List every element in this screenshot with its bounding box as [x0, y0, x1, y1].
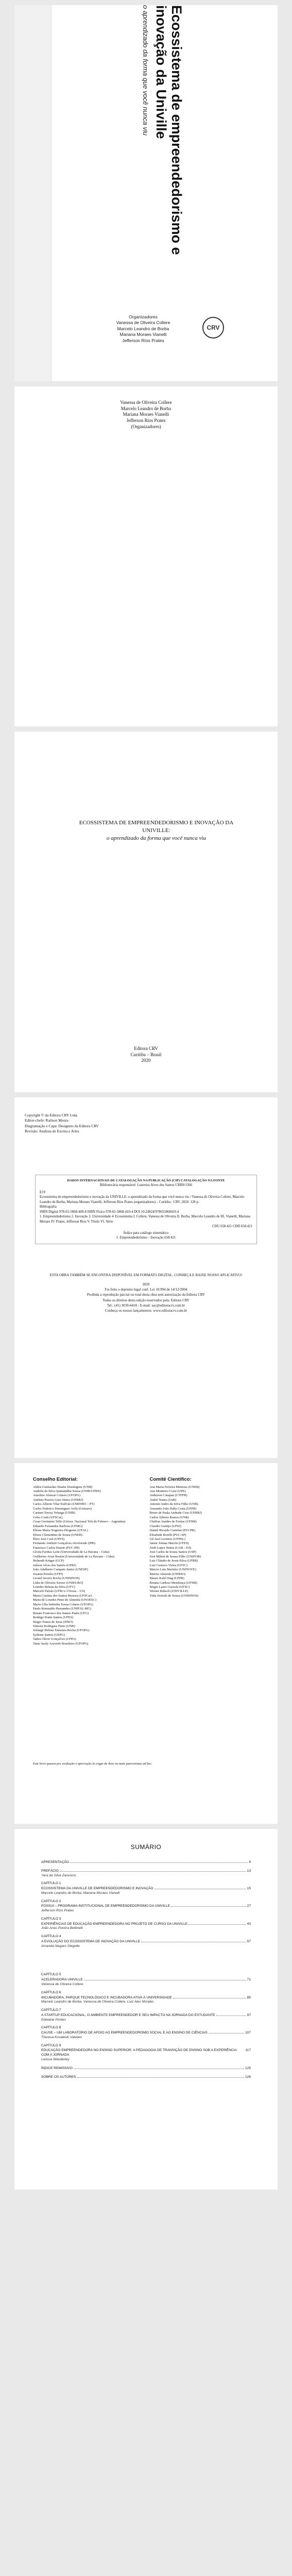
cip-entry: Ecossistema de empreendedorismo e inovação da UNIVILLE: o aprendizado da forma que você nunca viu / Vanessa de Oliveira Collere, Marcelo Leandro de Borba, Mariana Moraes Vianelli, Jefferson Ríos Prates (organizadores) – Curitiba : CRV, 2020. 128 p.	[40, 1195, 245, 1204]
summary-entry-page: 125	[245, 2066, 251, 2070]
summary-entry-page: 85	[247, 1995, 251, 1999]
council-member: Celso Conti (UFSCar)	[33, 1515, 63, 1519]
summary-entry-author: Edelaine Pontes	[41, 2018, 66, 2022]
summary-chapter-label: CAPÍTULO 9	[41, 2043, 61, 2047]
council-member: Maria Cristina dos Santos Bezerra (UFSCar)	[33, 1594, 92, 1598]
council-member: Sérgio Lauro Gazzola (UFSC)	[149, 1585, 190, 1589]
summary-entry-title: EDUCAÇÃO EMPREENDEDORA NO ENSINO SUPERIOR: A PEDAGOGIA DE TRANSIÇÃO DE ENSINO SOB A EXPERIÊNCIA COM A JORNADA	[41, 2048, 237, 2057]
summary-leader-dots	[154, 1886, 246, 1889]
council-member: Marcio Luiz Marietto (UNINOVE)	[149, 1568, 196, 1572]
council-member: Maria de Lourdes Pinto de Almeida (UNOESC)	[33, 1598, 96, 1602]
book-subtitle: o aprendizado da forma que você nunca viu	[107, 835, 206, 841]
cip-code: E19	[40, 1190, 45, 1194]
cover-organizers-label: Organizadores	[129, 314, 158, 319]
legal-rights: Proibida a reprodução parcial ou total desta obra sem autorização da Editora CRV	[87, 1293, 205, 1297]
summary-entry-author: Theresa Kovaleski Valviani	[41, 2035, 82, 2039]
council-member: Anderson Catapan (UTFPR)	[149, 1494, 187, 1498]
summary-chapter-label: CAPÍTULO 4	[41, 1935, 61, 1939]
council-columns	[33, 1477, 259, 1646]
publisher-block	[14, 1046, 278, 1064]
cip-index-header: Índice para catálogo sistemático	[123, 1231, 169, 1235]
summary-entry[interactable]	[41, 2066, 251, 2071]
cover-title-block	[14, 5, 184, 294]
summary-entry-author: Marcelo Leandro de Borba, Vanessa de Oliveira Collere, Luiz Alex Morales	[41, 2000, 154, 2004]
summary-entry-title: POSSUI – PROGRAMA INSTITUCIONAL DE EMPREENDEDORISMO DA UNIVILLE	[41, 1904, 170, 1908]
summary-entry-page: 126	[245, 2075, 251, 2079]
council-member: Tania Suely Azevedo Brasileiro (UFOPA)	[33, 1641, 89, 1646]
summary-leader-dots	[188, 1922, 246, 1925]
layout-line: Diagramação e Capa: Designers da Editora CRV	[25, 1123, 99, 1128]
summary-entry-page: 117	[245, 2048, 251, 2053]
summary-leader-dots	[141, 1939, 246, 1942]
summary-leader-dots	[216, 2013, 246, 2016]
cover-page	[14, 5, 278, 381]
council-member: Josania Portela (UFPI)	[33, 1572, 63, 1576]
summary-entry-title: SOBRE OS AUTORES	[41, 2075, 76, 2079]
summary-entry[interactable]	[41, 1935, 251, 1948]
summary-entry-author: Marcelo Leandro de Borba, Mariana Moraes Vianelli	[41, 1891, 120, 1895]
summary-entry-page: 97	[247, 2013, 251, 2017]
summary-leader-dots	[84, 1977, 246, 1980]
summary-leader-dots	[209, 2030, 244, 2033]
summary-entry-author: Yara da Silva Zanoncio	[41, 1873, 76, 1877]
council-member: Aldira Guimarães Duarte Domínguez (UNB)	[33, 1485, 93, 1489]
council-member: Guillermo Arias Beatón (Universidade de La Havana – Cuba)	[33, 1554, 114, 1558]
council-member: Renato Francisco dos Santos Paula (UFG)	[33, 1611, 89, 1615]
cover-organizer: Mariana Moraes Vianelli	[119, 332, 167, 337]
council-member: Tadeu Oliver Gonçalves (UFPA)	[33, 1637, 76, 1641]
council-member: Jamur Johnas Marchi (UFES)	[149, 1541, 189, 1546]
editorial-council	[33, 1477, 143, 1646]
summary-entry-page: 9	[249, 1860, 251, 1864]
summary-entry-title: ECOSSISTEMA DA UNIVILLE DE EMPREENDEDORISMO E INOVAÇÃO	[41, 1887, 153, 1891]
credits-block	[25, 1113, 179, 1134]
summary-entry-title: CAUSE – UM LABORATÓRIO DE APOIO AO EMPREENDEDORISMO SOCIAL E AO ENSINO DE CIÊNCIAS	[41, 2031, 208, 2035]
summary-chapter-label: CAPÍTULO 7	[41, 2008, 61, 2012]
cip-isbn: ISBN Digital 978-65-5868-409-8 ISBN Físico 978-65-5868-410-4 DOI 10.24824/978655868410.4	[40, 1210, 179, 1214]
council-member: André Nunes (UnB)	[149, 1498, 177, 1502]
summary-entry-page: 107	[245, 2031, 251, 2035]
council-member: Mauro Kalil Oiag (UFPR)	[149, 1577, 184, 1581]
legal-block	[35, 1273, 257, 1313]
summary-entry-page: 57	[247, 1939, 251, 1943]
title-block	[66, 819, 247, 842]
cover-organizer: Jefferson Ríos Prates	[122, 337, 164, 343]
editorial-council-list	[33, 1485, 143, 1647]
summary-spacer	[41, 1952, 251, 1973]
council-member: Jordi Lopez Sintas (UAB – ES)	[149, 1546, 192, 1550]
cip-index-item: 1. Empreendedorismo – Inovação 658.421	[116, 1236, 176, 1240]
summary-leader-dots	[171, 1904, 246, 1907]
council-member: Gloria Fariñas León (Universidade de La Havana – Cuba)	[33, 1550, 110, 1554]
organizers-label: (Organizadores)	[131, 423, 161, 429]
cover-organizer: Marcelo Leandro de Borba	[117, 326, 169, 331]
cover-organizers	[92, 314, 195, 344]
summary-list	[41, 1860, 251, 2083]
scientific-committee-title: Comitê Científico:	[149, 1477, 192, 1482]
summary-leader-dots	[70, 1860, 248, 1863]
legal-website: Conheça os nossos lançamentos: www.editoracrv.com.br	[105, 1308, 187, 1313]
council-member: Rodrigo Pratte-Santos (UFES)	[33, 1616, 74, 1620]
council-member: Ana Monteiro Costa (UPE)	[149, 1489, 186, 1493]
council-member: Yeda Swirski de Souza (UNISINOS)	[149, 1594, 198, 1598]
council-member: Luiz Gustavo Vieira (UFSC)	[149, 1563, 188, 1567]
council-member: Helmuth Krüger (UCP)	[33, 1559, 64, 1563]
council-member: Marcelo Paixão (UFRJ e UTexas – US)	[33, 1589, 85, 1594]
summary-entry[interactable]	[41, 2044, 251, 2062]
publication-year: 2020	[141, 1058, 151, 1063]
summary-leader-dots	[74, 2066, 244, 2069]
editor-line: Editor-chefe: Railson Moura	[25, 1118, 68, 1123]
summary-entry[interactable]	[41, 1991, 251, 2005]
council-member: Claudio Gontijo (UFSJ)	[149, 1524, 181, 1528]
legal-deposit: Foi feito o depósito legal conf. Lei 10.994 de 14/12/2004	[105, 1287, 187, 1292]
cip-bibliography: Bibliografia	[40, 1205, 57, 1209]
book-title: ECOSSISTEMA DE EMPREENDEDORISMO E INOVAÇÃO DA UNIVILLE:	[79, 820, 234, 834]
cip-cdd: CDU 658.421 CDD 658.421	[212, 1225, 252, 1229]
summary-entry-author: Jefferson Ríos Prates	[41, 1909, 74, 1913]
council-member: Simone Rodrigues Pinto (UNB)	[33, 1624, 75, 1629]
summary-chapter-label: CAPÍTULO 8	[41, 2026, 61, 2030]
organizers-page	[14, 386, 278, 726]
summary-chapter-label: CAPÍTULO 5	[41, 1973, 61, 1977]
council-member: Carlos Alberto Ramos (UNB)	[149, 1515, 189, 1519]
organizer-name: Marcelo Leandro de Borba	[121, 405, 171, 411]
council-member: Paulo Romualdo Hernandes (UNIFAL-MG)	[33, 1607, 91, 1611]
summary-entry-title: EXPERIÊNCIAS DE EDUCAÇÃO EMPREENDEDORA NO PROJETO DE CURSO DA UNIVILLE	[41, 1922, 188, 1926]
cip-header: DADOS INTERNACIONAIS DE CATALOGAÇÃO NA PUBLICAÇÃO (CIP) CATALOGAÇÃO NA FONTE	[67, 1179, 225, 1182]
summary-entry-page: 71	[247, 1978, 251, 1982]
council-member: Anselmo Alencar Colares (UFOPA)	[33, 1494, 80, 1498]
cover-organizer: Vanessa de Oliveira Collere	[116, 320, 170, 326]
council-member: José Milton de Sousa-Filho (UNIFOR)	[149, 1554, 201, 1558]
council-member: Elione Maria Nogueira Diogenes (UFAL)	[33, 1529, 88, 1533]
cip-librarian: Bibliotecária responsável: Luzenira Alves dos Santos CRB9/1506	[100, 1183, 192, 1188]
council-member: João Adalberto Campato Junior (UNESP)	[33, 1568, 88, 1572]
summary-entry-title: APRESENTAÇÃO	[41, 1860, 69, 1864]
council-member: Cesar Gerónimo Tello (Univer. Nacional Três de Febrero – Argentina)	[33, 1520, 126, 1524]
summary-leader-dots	[173, 1995, 246, 1998]
council-member: Sérgio Nunes de Jesus (IFRO)	[33, 1620, 73, 1624]
summary-entry[interactable]	[41, 1917, 251, 1931]
council-member: Elizeu Clementino de Souza (UNEB)	[33, 1533, 82, 1537]
council-member: Antonio Isidro da Silva Filho (UNB)	[149, 1502, 198, 1506]
council-member: Luis Cláudio de Jesus-Silva (UFRR)	[149, 1559, 198, 1563]
council-member: Andréia da Silva Quintanilha Sousa (UNIR/UFRN)	[33, 1489, 101, 1493]
summary-page	[14, 1829, 278, 2190]
council-member: Clailton Ataídes de Freitas (UFSM)	[149, 1520, 197, 1524]
summary-leader-dots	[77, 2075, 244, 2078]
review-note: Este livro passou por avaliação e aprovação às cegas de dois ou mais pareceristas ad hoc.	[33, 1762, 152, 1766]
publisher-name: Editora CRV	[134, 1046, 158, 1051]
summary-entry-author: Vanessa de Oliveira Collere	[41, 1982, 83, 1987]
council-member: Ana Maria Ferreira Menezes (UNEB)	[149, 1485, 200, 1489]
title-page	[14, 732, 278, 1092]
summary-entry[interactable]	[41, 1900, 251, 1913]
council-member: Carmen Tereza Velanga (UNIR)	[33, 1511, 76, 1515]
council-member: Antônio Pereira Gaio Júnior (UFRRJ)	[33, 1498, 83, 1502]
summary-entry[interactable]	[41, 1882, 251, 1895]
summary-entry-title: INCUBADORA, PARQUE TECNOLÓGICO E INCUBADORA ATIVA À UNIVERSIDADE	[41, 1995, 172, 1999]
summary-title: SUMÁRIO	[130, 1843, 162, 1851]
summary-chapter-label: CAPÍTULO 3	[41, 1917, 61, 1921]
council-member: Armando João Dalla Costa (UFPR)	[149, 1506, 197, 1511]
legal-year: 2020	[142, 1282, 150, 1287]
summary-entry-author: João Arias Pereira Bettinelli	[41, 1926, 83, 1930]
council-member: Elizabeth Borelli (PUC-SP)	[149, 1533, 186, 1537]
council-member: Mariza Almeida (UNIRIO)	[149, 1572, 186, 1576]
cip-subjects: 1. Empreendedorismo 2. Inovação 3. Universidade 4. Ecossistema I. Collere, Vanessa de Oliveira II. Borba, Marcelo Leandro de III. Vianelli, Mariana Moraes IV. Prates, Jefferson Ríos V. Título VI. Série	[40, 1215, 250, 1224]
council-member: Carlos Federico Dominguez Avila (Unieuro)	[33, 1506, 92, 1511]
summary-chapter-label: CAPÍTULO 2	[41, 1899, 61, 1903]
summary-entry[interactable]	[41, 2008, 251, 2022]
summary-entry-author: Larissa Wanderley	[41, 2057, 70, 2061]
organizers-list	[14, 400, 278, 430]
council-member: Sydione Santos (UEPG)	[33, 1633, 65, 1637]
scientific-committee-list	[150, 1485, 260, 1599]
summary-entry-author: Amanda Alegaro Stegelte	[41, 1944, 80, 1948]
summary-entry-page: 13	[247, 1869, 251, 1873]
scientific-committee	[150, 1477, 260, 1646]
summary-entry[interactable]	[41, 1860, 251, 1865]
summary-entry-title: ACELERADORA UNIVILLE	[41, 1978, 83, 1982]
organizer-name: Mariana Moraes Vianelli	[123, 412, 169, 417]
revision-line: Revisão: Analista de Escrita e Artes	[25, 1129, 79, 1134]
digital-notice: ESTA OBRA TAMBÉM SE ENCONTRA DISPONÍVEL EM FORMATO DIGITAL. CONHEÇA E BAIXE NOSSO APLICATIVO!	[49, 1273, 243, 1277]
publisher-city: Curitiba – Brasil	[130, 1052, 162, 1057]
council-member: Francisco Carlos Duarte (PUC-PR)	[33, 1546, 80, 1550]
council-member: Leonel Severo Rocha (UNISINOS)	[33, 1577, 80, 1581]
summary-chapter-label: CAPÍTULO 1	[41, 1882, 61, 1886]
council-page	[14, 1463, 278, 1824]
council-member: Eduardo Fernandes Barbosa (UFMG)	[33, 1524, 83, 1528]
legal-reserved: Todos os direitos desta edição reservados pela: Editora CRV	[102, 1298, 190, 1302]
council-member: Werner Rabsch (UNIVILLE)	[149, 1589, 188, 1594]
publisher-logo: CRV	[202, 317, 224, 338]
council-member: Fernando Antônio Gonçalves Alcoforado (IPB)	[33, 1541, 96, 1546]
council-member: Gil Jacó Lorenzo (UFPEL)	[149, 1537, 185, 1541]
council-member: Carlos Alberto Vilar Estêvão (UMINHO – PT)	[33, 1502, 95, 1506]
editorial-council-title: Conselho Editorial:	[33, 1477, 78, 1482]
summary-entry-title: ÍNDICE REMISSIVO	[41, 2066, 73, 2070]
catalog-page	[14, 1097, 278, 1458]
council-member: Renata Cardoso Mendonça (UFSM)	[149, 1581, 197, 1585]
copyright-line: Copyright © da Editora CRV Ltda.	[25, 1113, 78, 1117]
cover-subtitle: o aprendizado da forma que você nunca viu	[141, 5, 149, 135]
council-member: Lídia de Oliveira Xavier (UNIEURO)	[33, 1581, 83, 1585]
summary-entry[interactable]	[41, 2075, 251, 2080]
summary-entry[interactable]	[41, 2026, 251, 2040]
council-member: Lourdes Helena da Silva (UFV)	[33, 1585, 75, 1589]
council-member: José Carlos de Souza Santos (USP)	[149, 1550, 196, 1554]
summary-entry[interactable]	[41, 1973, 251, 1987]
council-member: Solange Helena Ximenes-Rocha (UFOPA)	[33, 1629, 90, 1633]
council-member: Élsio José Corá (UFFS)	[33, 1537, 64, 1541]
council-member: Breno de Paula Andrade Cruz (UFRRJ)	[149, 1511, 202, 1515]
summary-leader-dots	[60, 1869, 246, 1872]
organizer-name: Vanessa de Oliveira Collere	[120, 400, 172, 405]
council-member: Maria Lília Imbiriba Sousa Colares (UFOPA)	[33, 1602, 93, 1606]
summary-entry-page: 43	[247, 1922, 251, 1926]
summary-entry-page: 15	[247, 1887, 251, 1891]
cip-box	[35, 1175, 257, 1244]
cover-title: Ecossistema de empreendedorismo e inovação da Univille	[153, 5, 184, 255]
organizer-name: Jefferson Ríos Prates	[126, 418, 166, 423]
council-member: Daniel Ricardo Castelan (PUCPR)	[149, 1529, 196, 1533]
summary-entry-title: A STARTUP EDUCACIONAL, O AMBIENTE EMPREENDEDOR E SEU IMPACTO NA JORNADA DO ESTUDANTE	[41, 2013, 215, 2017]
legal-contact: Tel.: (41) 3039-6418 - E-mail: sac@editoracrv.com.br	[107, 1303, 185, 1308]
summary-entry-title: PREFÁCIO	[41, 1869, 59, 1873]
summary-entry-title: A EVOLUÇÃO DO ECOSSISTEMA DE INOVAÇÃO DA UNIVILLE	[41, 1939, 141, 1943]
summary-entry[interactable]	[41, 1869, 251, 1878]
summary-chapter-label: CAPÍTULO 6	[41, 1990, 61, 1994]
summary-entry-page: 27	[247, 1904, 251, 1908]
council-member: Jailson Alves dos Santos (UFRJ)	[33, 1563, 76, 1567]
